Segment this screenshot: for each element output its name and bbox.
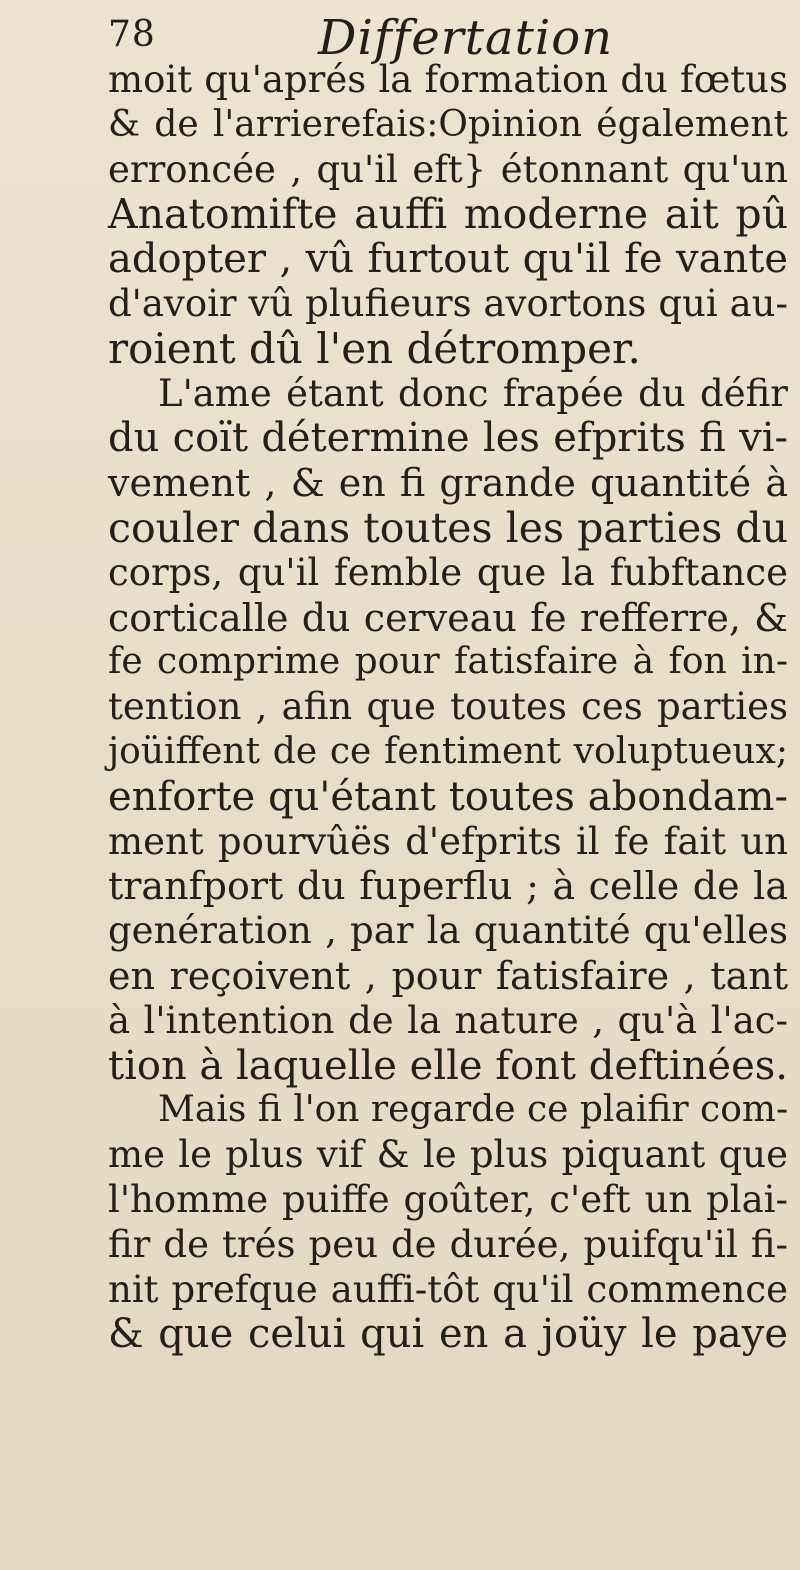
text-line: fe comprime pour fatisfaire à fon in- xyxy=(108,641,788,683)
text-line: roient dû l'en détromper. xyxy=(108,323,641,373)
text-line: moit qu'aprés la formation du fœtus xyxy=(108,58,788,101)
running-title: Differtation xyxy=(318,10,614,66)
text-line: me le plus vif & le plus piquant que xyxy=(108,1133,788,1177)
text-line: d'avoir vû plufieurs avortons qui au- xyxy=(108,281,788,325)
text-line: à l'intention de la nature , qu'à l'ac- xyxy=(108,998,788,1042)
text-line: genération , par la quantité qu'elles xyxy=(108,909,788,953)
text-line: vement , & en fi grande quantité à xyxy=(108,461,788,506)
text-line: L'ame étant donc frapée du défir xyxy=(158,371,788,415)
text-line: adopter , vû furtout qu'il fe vante xyxy=(108,236,788,283)
text-line: tranfport du fuperflu ; à celle de la xyxy=(108,864,788,909)
page-number: 78 xyxy=(108,14,156,55)
text-line: couler dans toutes les parties du xyxy=(108,503,788,552)
text-line: en reçoivent , pour fatisfaire , tant xyxy=(108,953,788,998)
text-line: nit prefque auffi-tôt qu'il commence xyxy=(108,1267,788,1311)
text-line: Mais fi l'on regarde ce plaifir com- xyxy=(158,1089,789,1131)
body-text xyxy=(108,58,788,1357)
text-line: Anatomifte auffi moderne ait pû xyxy=(108,190,788,239)
text-line: tion à laquelle elle font deftinées. xyxy=(108,1042,789,1089)
text-line: corps, qu'il femble que la fubftance xyxy=(108,550,788,594)
text-line: corticalle du cerveau fe refferre, & xyxy=(108,595,788,640)
text-line: l'homme puiffe goûter, c'eft un plai- xyxy=(108,1177,788,1221)
text-line: du coït détermine les efprits fi vi- xyxy=(108,415,788,462)
text-line: enforte qu'étant toutes abondam- xyxy=(108,773,788,820)
text-line: ment pourvûës d'efprits il fe fait un xyxy=(108,819,788,863)
text-line: tention , afin que toutes ces parties xyxy=(108,685,788,729)
text-line: erroncée , qu'il eft} étonnant qu'un xyxy=(108,147,788,191)
text-line: & que celui qui en a joüy le paye xyxy=(108,1311,788,1358)
text-line: joüiffent de ce fentiment voluptueux; xyxy=(108,730,788,772)
text-line: & de l'arrierefais:Opinion également xyxy=(108,103,788,145)
text-line: fir de trés peu de durée, puifqu'il fi- xyxy=(108,1222,788,1266)
